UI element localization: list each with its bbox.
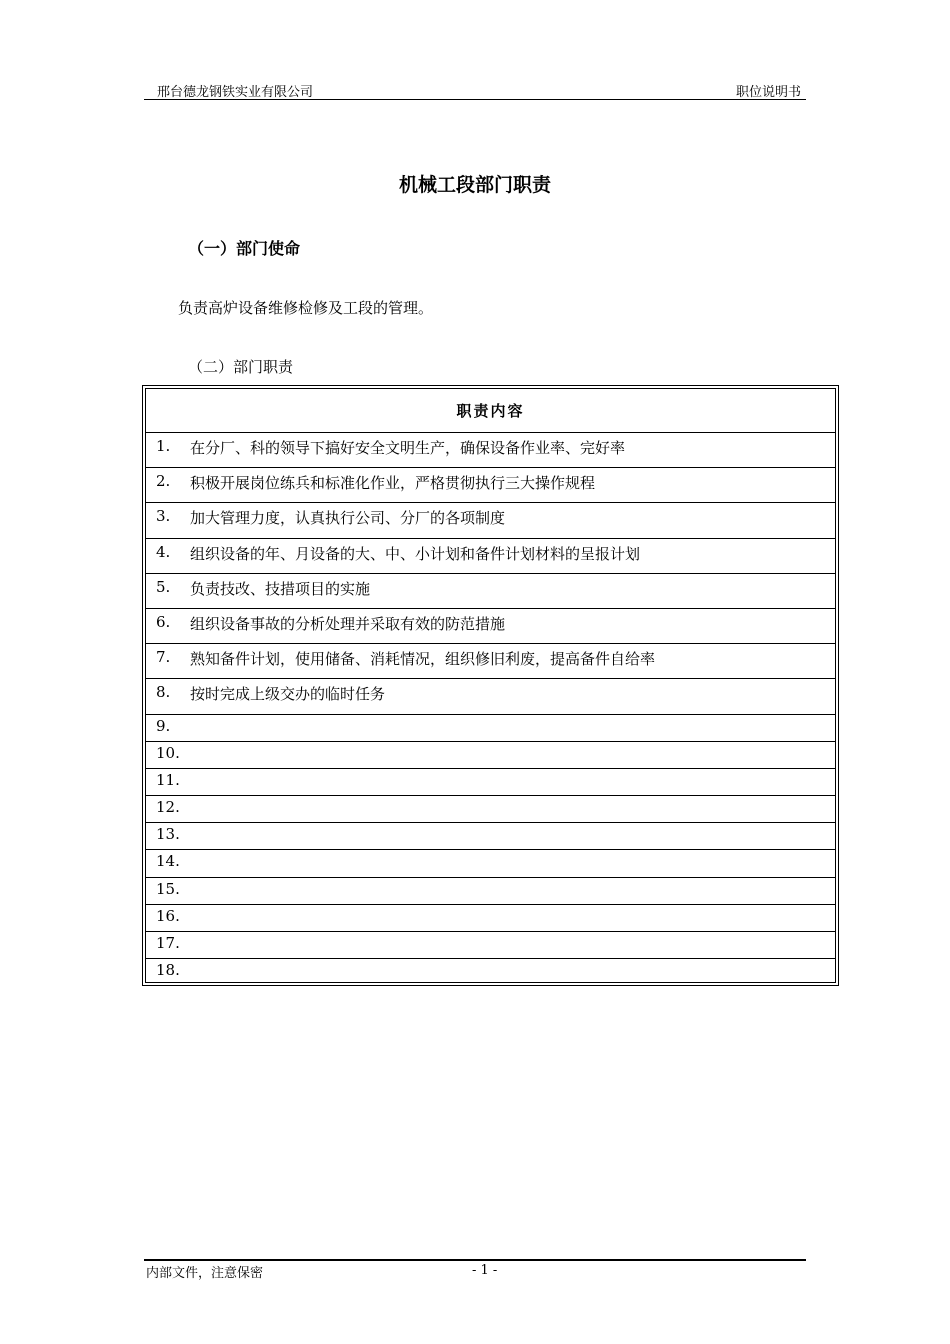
row-number: 18. [156, 961, 180, 980]
row-number: 1. [156, 437, 171, 455]
page-number: - 1 - [472, 1263, 498, 1278]
row-text: 熟知备件计划，使用储备、消耗情况，组织修旧利废，提高备件自给率 [190, 650, 656, 669]
row-number: 10. [156, 743, 180, 762]
footer-divider [144, 1259, 806, 1261]
row-number: 5. [156, 577, 171, 596]
table-row [146, 679, 835, 714]
table-row [146, 742, 835, 769]
row-number: 9. [156, 716, 171, 735]
row-text: 组织设备的年、月设备的大、中、小计划和备件计划材料的呈报计划 [190, 544, 641, 563]
table-row [146, 796, 835, 823]
table-row [146, 433, 835, 468]
table-row [146, 878, 835, 905]
row-number: 14. [156, 852, 180, 871]
header-doc-type: 职位说明书 [736, 85, 802, 100]
row-text: 组织设备事故的分析处理并采取有效的防范措施 [190, 614, 506, 633]
duties-table [142, 385, 839, 986]
table-row [146, 539, 835, 574]
footer-confidential: 内部文件，注意保密 [146, 1266, 264, 1281]
table-row [146, 715, 835, 742]
section-1-heading: （一）部门使命 [188, 239, 301, 258]
row-text: 按时完成上级交办的临时任务 [190, 685, 386, 704]
table-row [146, 959, 835, 986]
table-row [146, 850, 835, 877]
row-text: 积极开展岗位练兵和标准化作业，严格贯彻执行三大操作规程 [190, 474, 596, 493]
table-row [146, 574, 835, 609]
table-row [146, 468, 835, 503]
section-2-heading: （二）部门职责 [188, 358, 294, 376]
row-number: 3. [156, 507, 171, 526]
row-number: 17. [156, 934, 180, 952]
table-row [146, 932, 835, 959]
table-header: 职责内容 [146, 389, 835, 433]
row-number: 13. [156, 825, 180, 844]
table-row [146, 905, 835, 932]
table-row [146, 644, 835, 679]
header-company: 邢台德龙钢铁实业有限公司 [157, 85, 314, 100]
row-number: 12. [156, 798, 180, 817]
row-text: 加大管理力度，认真执行公司、分厂的各项制度 [190, 509, 506, 528]
duties-table-inner [145, 388, 836, 983]
section-1-text: 负责高炉设备维修检修及工段的管理。 [178, 299, 434, 317]
table-row [146, 769, 835, 796]
row-number: 4. [156, 542, 171, 561]
row-number: 8. [156, 683, 171, 702]
table-row [146, 503, 835, 538]
row-text: 在分厂、科的领导下搞好安全文明生产，确保设备作业率、完好率 [190, 439, 626, 457]
table-row [146, 609, 835, 644]
row-number: 2. [156, 472, 171, 491]
table-row [146, 823, 835, 850]
row-number: 16. [156, 906, 180, 925]
row-number: 6. [156, 612, 171, 631]
row-number: 15. [156, 879, 180, 898]
row-number: 7. [156, 648, 171, 667]
header-divider [144, 99, 806, 100]
row-number: 11. [156, 770, 180, 789]
page-title: 机械工段部门职责 [398, 174, 551, 196]
row-text: 负责技改、技措项目的实施 [190, 579, 371, 598]
